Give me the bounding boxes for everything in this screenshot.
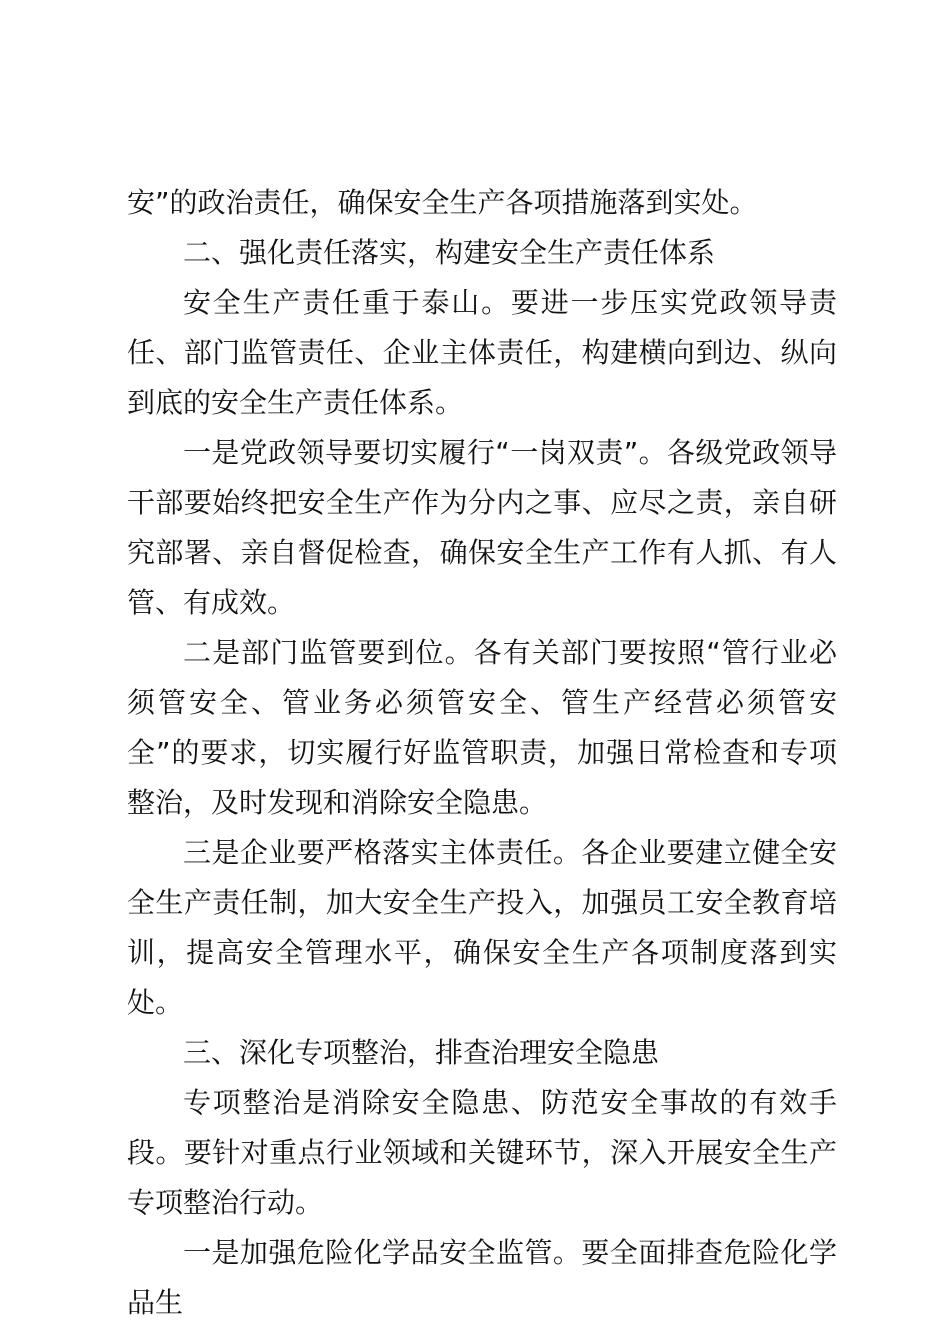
paragraph-continuation: 安”的政治责任，确保安全生产各项措施落到实处。 (127, 186, 758, 219)
paragraph: 一是加强危险化学品安全监管。要全面排查危险化学品生 (127, 1236, 837, 1319)
document-body (127, 178, 837, 1328)
paragraph: 专项整治是消除安全隐患、防范安全事故的有效手段。要针对重点行业领域和关键环节，深入开展安全生产专项整治行动。 (127, 1086, 837, 1219)
section-heading-3: 三、深化专项整治，排查治理安全隐患 (183, 1036, 660, 1069)
paragraph: 一是党政领导要切实履行“一岗双责”。各级党政领导干部要始终把安全生产作为分内之事、应尽之责，亲自研究部署、亲自督促检查，确保安全生产工作有人抓、有人管、有成效。 (127, 436, 837, 619)
paragraph: 二是部门监管要到位。各有关部门要按照“管行业必须管安全、管业务必须管安全、管生产经营必须管安全”的要求，切实履行好监管职责，加强日常检查和专项整治，及时发现和消除安全隐患。 (127, 636, 837, 819)
section-heading-2: 二、强化责任落实，构建安全生产责任体系 (183, 236, 716, 269)
paragraph: 三是企业要严格落实主体责任。各企业要建立健全安全生产责任制，加大安全生产投入，加强员工安全教育培训，提高安全管理水平，确保安全生产各项制度落到实处。 (127, 836, 837, 1019)
paragraph: 安全生产责任重于泰山。要进一步压实党政领导责任、部门监管责任、企业主体责任，构建横向到边、纵向到底的安全生产责任体系。 (127, 286, 837, 419)
